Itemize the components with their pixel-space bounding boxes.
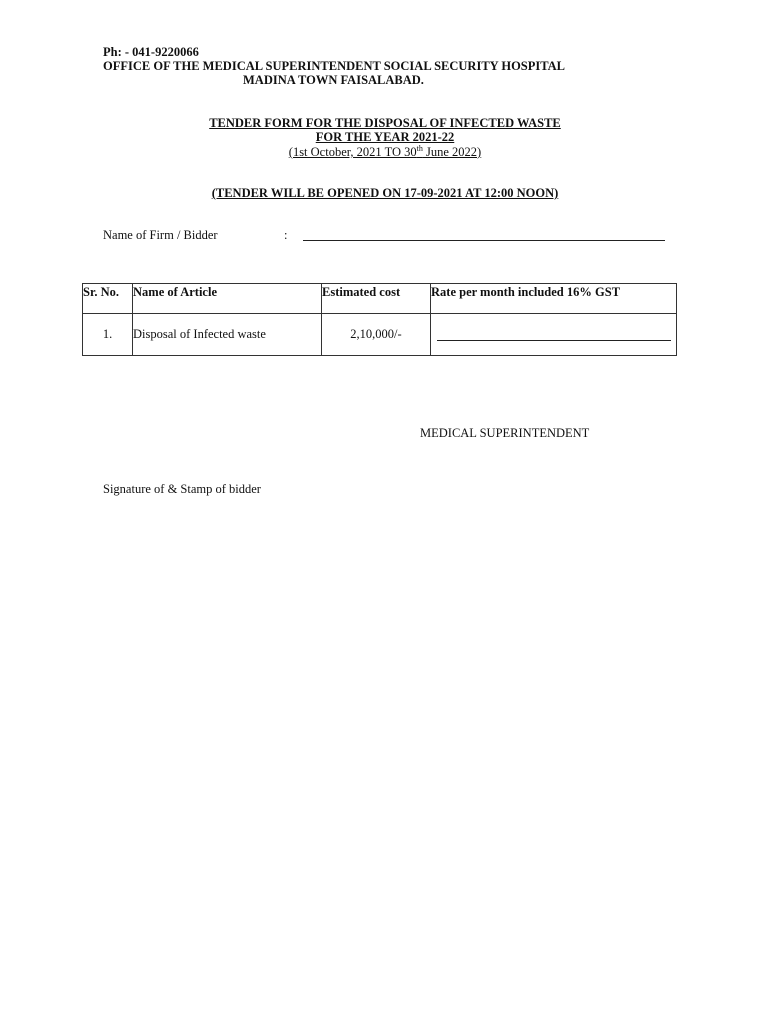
period-ordinal: th bbox=[416, 144, 423, 153]
firm-label: Name of Firm / Bidder bbox=[103, 228, 218, 242]
header-estimated-cost: Estimated cost bbox=[322, 284, 431, 314]
header-sr-no: Sr. No. bbox=[83, 284, 133, 314]
table-row bbox=[83, 314, 677, 356]
header-rate-per-month: Rate per month included 16% GST bbox=[431, 284, 677, 314]
tender-year: FOR THE YEAR 2021-22 bbox=[315, 130, 455, 144]
tender-table bbox=[82, 283, 677, 356]
row-rate-cell bbox=[431, 314, 677, 356]
row-estimated-cost: 2,10,000/- bbox=[322, 314, 431, 356]
tender-period bbox=[0, 144, 770, 160]
medical-superintendent-label: MEDICAL SUPERINTENDENT bbox=[420, 426, 590, 440]
opening-notice: (TENDER WILL BE OPENED ON 17-09-2021 AT 12:00 NOON) bbox=[211, 186, 559, 200]
firm-colon: : bbox=[284, 228, 288, 242]
tender-title: TENDER FORM FOR THE DISPOSAL OF INFECTED WASTE bbox=[209, 116, 561, 130]
table-header-row bbox=[83, 284, 677, 314]
phone-number: Ph: - 041-9220066 bbox=[103, 45, 199, 59]
period-end: June 2022) bbox=[422, 145, 482, 160]
firm-name-field[interactable] bbox=[303, 240, 665, 241]
bidder-signature-label: Signature of & Stamp of bidder bbox=[103, 482, 261, 496]
row-article-name: Disposal of Infected waste bbox=[133, 314, 322, 356]
office-name: OFFICE OF THE MEDICAL SUPERINTENDENT SOCIAL SECURITY HOSPITAL bbox=[103, 59, 566, 73]
office-address: MADINA TOWN FAISALABAD. bbox=[243, 73, 424, 87]
period-start: (1st October, 2021 TO 30 bbox=[288, 145, 417, 160]
rate-input-line[interactable] bbox=[437, 340, 671, 341]
header-article-name: Name of Article bbox=[133, 284, 322, 314]
row-sr-no: 1. bbox=[83, 314, 133, 356]
